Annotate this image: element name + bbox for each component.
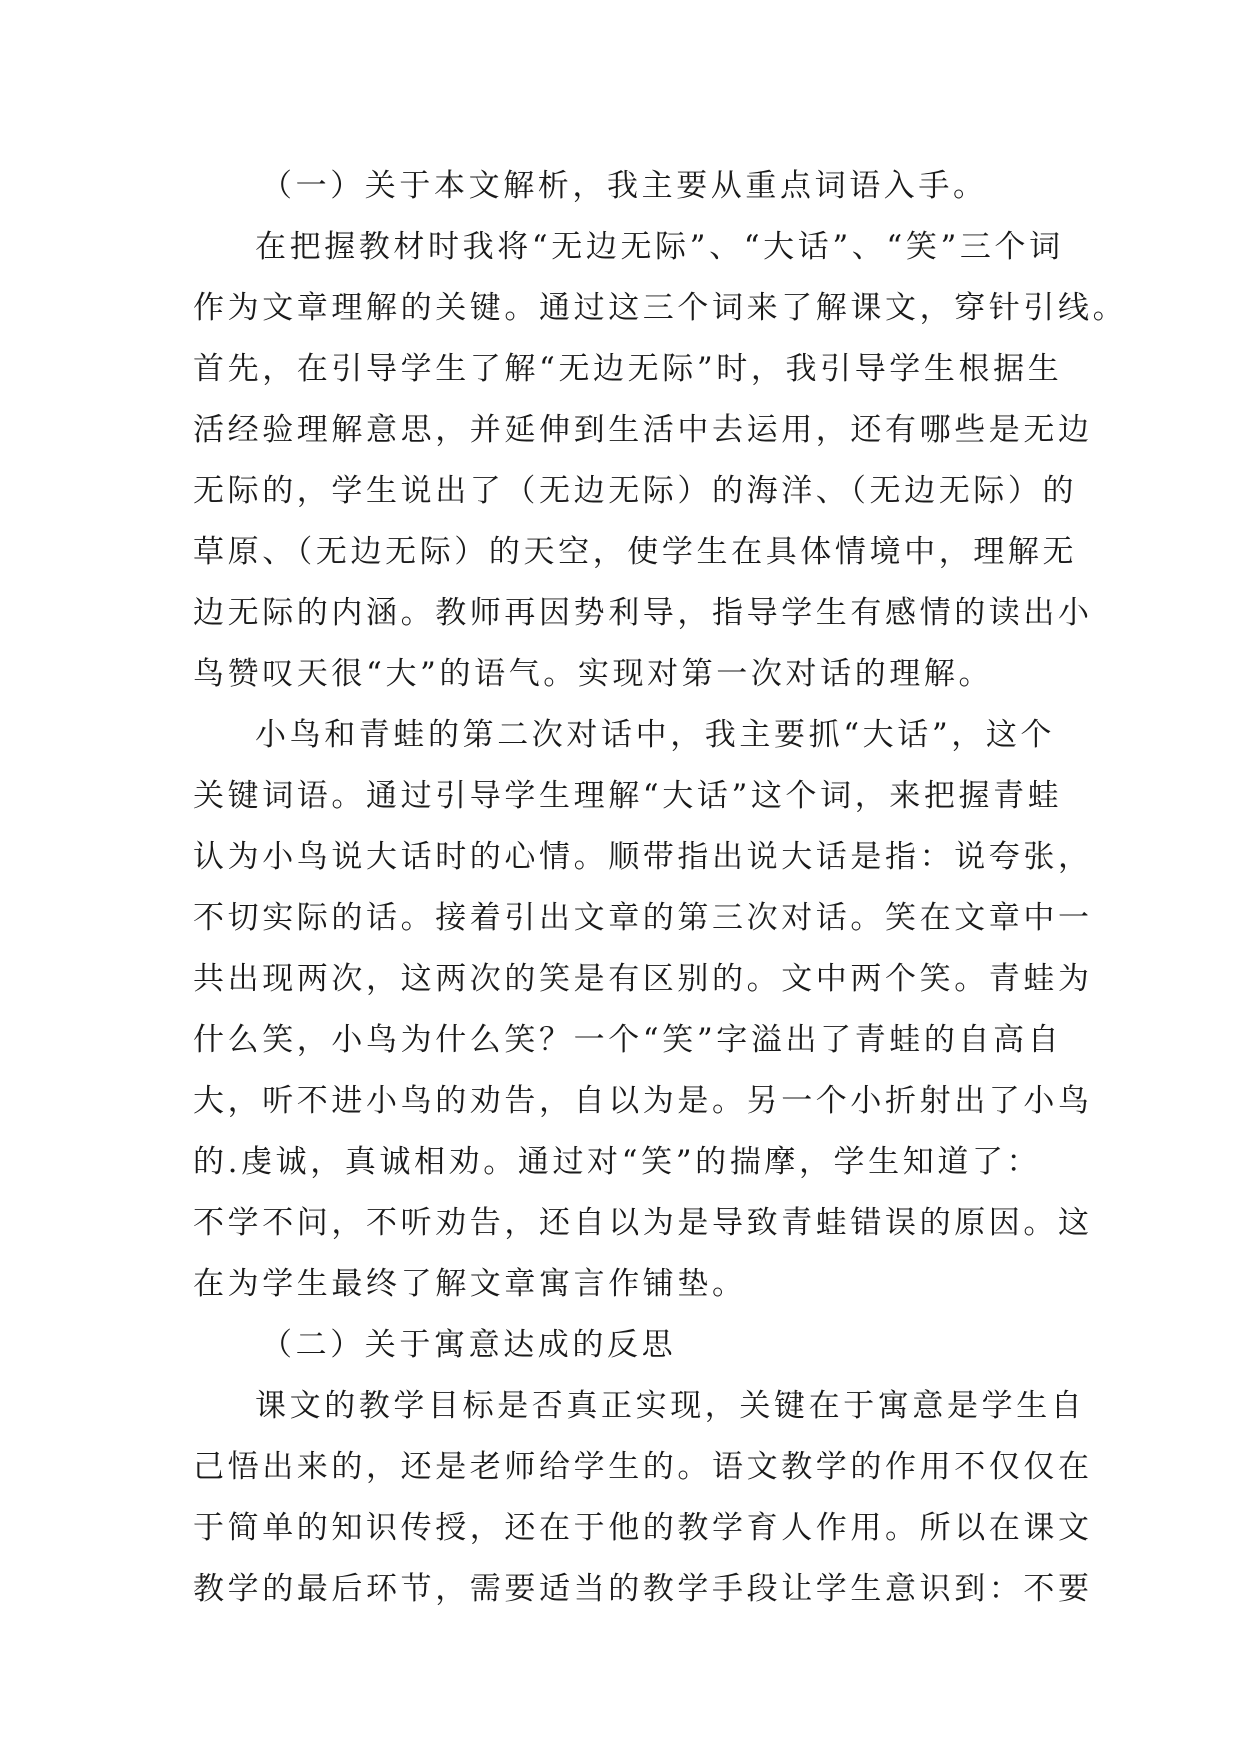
- paragraph-line: 教学的最后环节，需要适当的教学手段让学生意识到：不要: [193, 1571, 1093, 1607]
- paragraph-line: 小鸟和青蛙的第二次对话中，我主要抓“大话”，这个: [255, 717, 1056, 753]
- paragraph-line: 共出现两次，这两次的笑是有区别的。文中两个笑。青蛙为: [193, 961, 1093, 997]
- paragraph-line: 作为文章理解的关键。通过这三个词来了解课文，穿针引线。: [193, 290, 1128, 326]
- paragraph-line: 在为学生最终了解文章寓言作铺垫。: [193, 1266, 747, 1302]
- paragraph-line: 不学不问，不听劝告，还自以为是导致青蛙错误的原因。这: [193, 1205, 1093, 1241]
- paragraph-line: 鸟赞叹天很“大”的语气。实现对第一次对话的理解。: [193, 656, 994, 692]
- paragraph-line: 草原、（无边无际）的天空，使学生在具体情境中，理解无: [193, 534, 1078, 570]
- paragraph-line: 活经验理解意思，并延伸到生活中去运用，还有哪些是无边: [193, 412, 1093, 448]
- paragraph-line: 在把握教材时我将“无边无际”、“大话”、“笑”三个词: [255, 229, 1064, 265]
- section-heading: （二）关于寓意达成的反思: [261, 1327, 677, 1363]
- paragraph-line: 不切实际的话。接着引出文章的第三次对话。笑在文章中一: [193, 900, 1093, 936]
- paragraph-line: 于简单的知识传授，还在于他的教学育人作用。所以在课文: [193, 1510, 1093, 1546]
- paragraph-line: 课文的教学目标是否真正实现，关键在于寓意是学生自: [255, 1388, 1086, 1424]
- paragraph-line: 什么笑，小鸟为什么笑？一个“笑”字溢出了青蛙的自高自: [193, 1022, 1063, 1058]
- document-body: [193, 156, 1128, 1620]
- paragraph-line: 大，听不进小鸟的劝告，自以为是。另一个小折射出了小鸟: [193, 1083, 1093, 1119]
- paragraph-line: 的.虔诚，真诚相劝。通过对“笑”的揣摩，学生知道了：: [193, 1144, 1042, 1180]
- section-heading: （一）关于本文解析，我主要从重点词语入手。: [261, 168, 988, 204]
- paragraph-line: 无际的，学生说出了（无边无际）的海洋、（无边无际）的: [193, 473, 1078, 509]
- paragraph-line: 边无际的内涵。教师再因势利导，指导学生有感情的读出小: [193, 595, 1093, 631]
- paragraph-line: 己悟出来的，还是老师给学生的。语文教学的作用不仅仅在: [193, 1449, 1093, 1485]
- paragraph-line: 首先，在引导学生了解“无边无际”时，我引导学生根据生: [193, 351, 1063, 387]
- paragraph-line: 认为小鸟说大话时的心情。顺带指出说大话是指：说夸张，: [193, 839, 1093, 875]
- paragraph-line: 关键词语。通过引导学生理解“大话”这个词，来把握青蛙: [193, 778, 1063, 814]
